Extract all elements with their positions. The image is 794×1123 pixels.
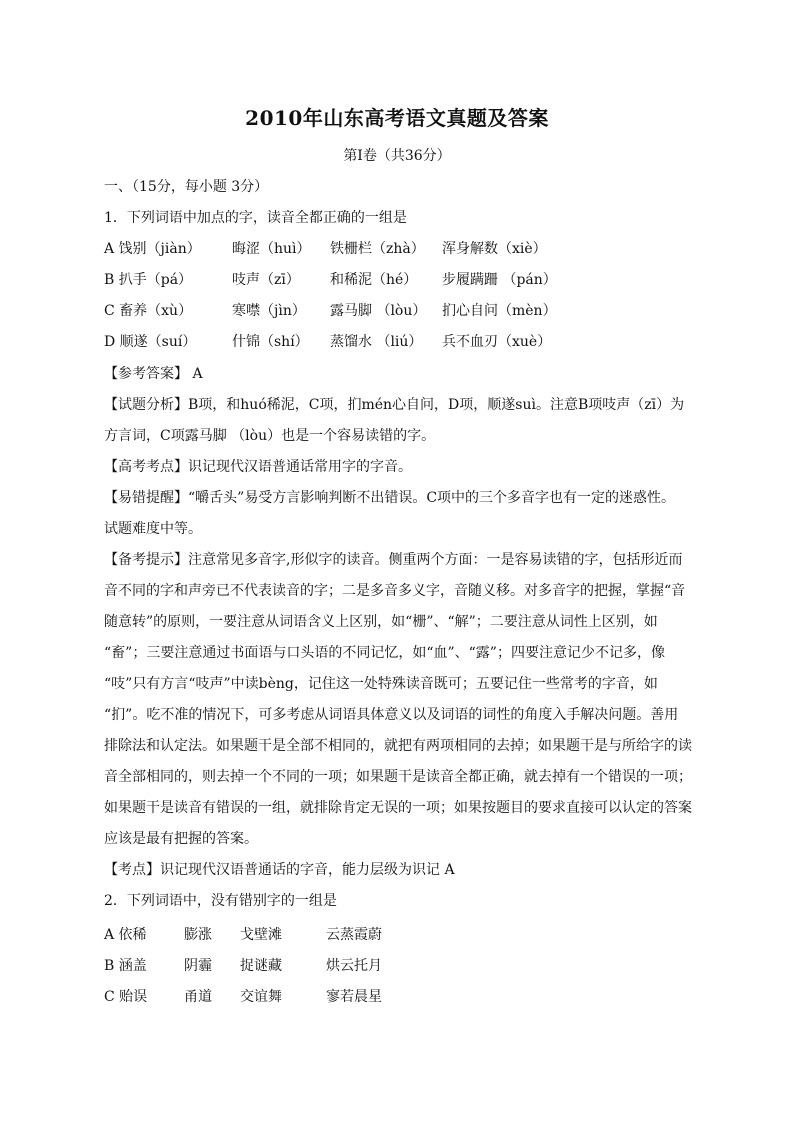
option-word: 扪心自问（mèn） xyxy=(442,303,557,319)
option-word: 烘云托月 xyxy=(326,958,382,974)
q1-tips-line: 排除法和认定法。如果题干是全部不相同的，就把有两项相同的去掉；如果题干是与所给字的读 xyxy=(104,738,692,754)
q2-option-c xyxy=(104,987,704,1007)
option-word: 捉谜藏 xyxy=(240,958,282,974)
option-word: 寒噤（jìn） xyxy=(232,303,306,319)
option-word: 浑身解数（xiè） xyxy=(442,241,547,257)
option-word: 阴霾 xyxy=(184,958,212,974)
option-word: 吱声（zī） xyxy=(232,272,300,288)
q1-mistake-line: 【易错提醒】“嚼舌头”易受方言影响判断不出错误。C项中的三个多音字也有一定的迷惑性。 xyxy=(104,490,676,506)
q1-option-b xyxy=(104,270,704,290)
q1-option-d xyxy=(104,332,704,352)
option-word: 戈壁滩 xyxy=(240,927,282,943)
option-word: B 涵盖 xyxy=(104,958,147,974)
question-2-stem: 2．下列词语中，没有错别字的一组是 xyxy=(104,893,337,909)
q1-tips-line: 音不同的字和声旁已不代表读音的字；二是多音多义字，音随义移。对多音字的把握，掌握“音 xyxy=(104,583,686,599)
option-word: A 饯别（jiàn） xyxy=(104,241,201,257)
q2-option-a xyxy=(104,925,704,945)
option-word: 甬道 xyxy=(184,989,212,1005)
q1-tips-line: 音全部相同的，则去掉一个不同的一项；如果题干是读音全都正确，就去掉有一个错误的一项； xyxy=(104,769,692,785)
volume-subtitle: 第Ⅰ卷（共36分） xyxy=(343,148,451,164)
q1-tips-line: “吱”只有方言“吱声”中读bèng，记住这一处特殊读音既可；五要记住一些常考的字音，如 xyxy=(104,676,658,692)
q1-kaodian: 【考点】识记现代汉语普通话的字音，能力层级为识记 A xyxy=(104,862,455,878)
option-word: 铁栅栏（zhà） xyxy=(330,241,425,257)
q1-analysis-line: 方言词，C项露马脚 （lòu）也是一个容易读错的字。 xyxy=(104,428,436,444)
option-word: C 贻误 xyxy=(104,989,148,1005)
q1-tips-line: 随意转”的原则，一要注意从词语含义上区别，如“栅”、“解”；二要注意从词性上区别，如 xyxy=(104,614,658,630)
option-word: B 扒手（pá） xyxy=(104,272,193,288)
q1-answer: 【参考答案】 A xyxy=(104,366,203,382)
q1-tips-line: 应该是最有把握的答案。 xyxy=(104,831,258,847)
option-word: 寥若晨星 xyxy=(326,989,382,1005)
option-word: 晦涩（huì） xyxy=(232,241,311,257)
q1-analysis-line: 【试题分析】B项，和huó稀泥，C项，扪mén心自问，D项，顺遂suì。注意B项吱声（zī）为 xyxy=(104,397,685,413)
q1-mistake-line: 试题难度中等。 xyxy=(104,521,202,537)
option-word: 和稀泥（hé） xyxy=(330,272,418,288)
option-word: 膨涨 xyxy=(184,927,212,943)
document-title: 2010年山东高考语文真题及答案 xyxy=(245,106,549,130)
q2-option-b xyxy=(104,956,704,976)
option-word: D 顺遂（suí） xyxy=(104,334,197,350)
section-heading: 一、（15分，每小题 3分） xyxy=(104,179,269,195)
option-word: 什锦（shí） xyxy=(232,334,309,350)
q1-exam-point: 【高考考点】识记现代汉语普通话常用字的字音。 xyxy=(104,459,412,475)
option-word: 步履蹒跚 （pán） xyxy=(442,272,557,288)
q1-option-c xyxy=(104,301,704,321)
option-word: 云蒸霞蔚 xyxy=(326,927,382,943)
q1-tips-line: 如果题干是读音有错误的一组，就排除肯定无误的一项；如果按题目的要求直接可以认定的答案 xyxy=(104,800,692,816)
q1-tips-line: 【备考提示】注意常见多音字,形似字的读音。侧重两个方面：一是容易读错的字，包括形近而 xyxy=(104,552,683,568)
option-word: 交谊舞 xyxy=(240,989,282,1005)
option-word: C 畜养（xù） xyxy=(104,303,193,319)
q1-tips-line: “畜”；三要注意通过书面语与口头语的不同记忆，如“血”、“露”；四要注意记少不记多，像 xyxy=(104,645,665,661)
option-word: A 依稀 xyxy=(104,927,147,943)
q1-option-a xyxy=(104,239,704,259)
option-word: 兵不血刃（xuè） xyxy=(442,334,552,350)
option-word: 露马脚 （lòu） xyxy=(330,303,427,319)
q1-tips-line: “扪”。吃不准的情况下，可多考虑从词语具体意义以及词语的词性的角度入手解决问题。善用 xyxy=(104,707,679,723)
question-1-stem: 1．下列词语中加点的字，读音全都正确的一组是 xyxy=(104,210,407,226)
option-word: 蒸馏水 （liú） xyxy=(330,334,423,350)
